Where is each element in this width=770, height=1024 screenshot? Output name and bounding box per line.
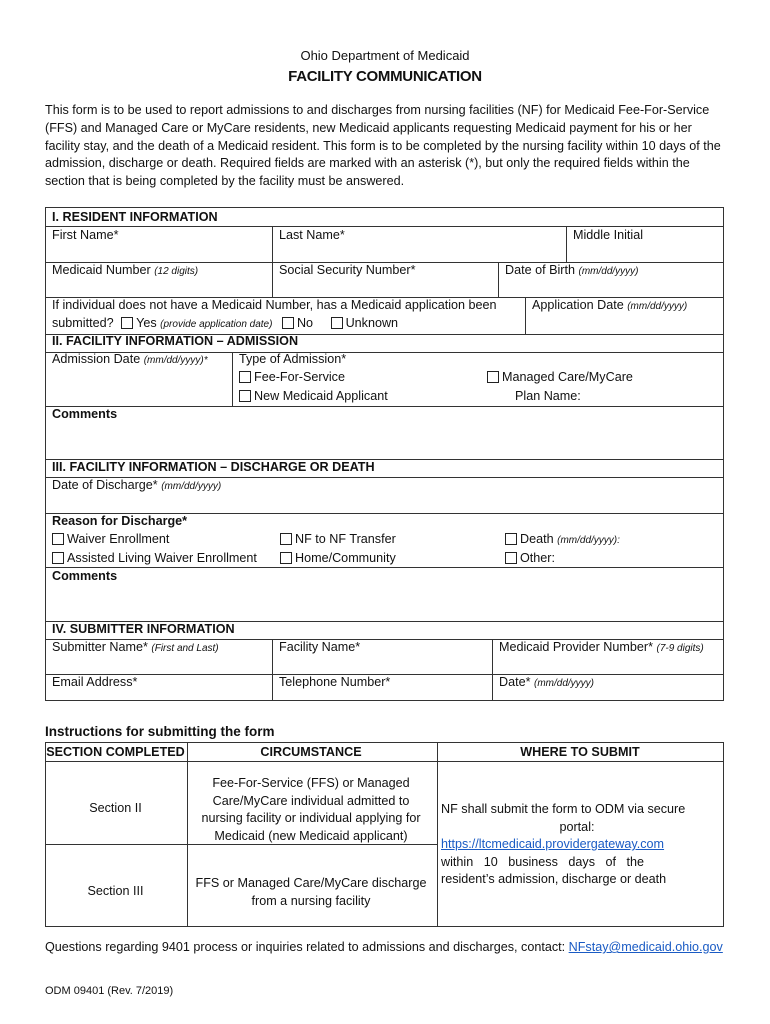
agency-name: Ohio Department of Medicaid bbox=[300, 48, 470, 63]
col-circumstance-header: CIRCUMSTANCE bbox=[260, 745, 362, 759]
submit-date-label: Date* bbox=[499, 675, 531, 689]
last-name-field[interactable]: Last Name* bbox=[279, 228, 345, 242]
submit-date-field[interactable] bbox=[499, 675, 594, 689]
new-applicant-option[interactable] bbox=[239, 389, 388, 403]
ffs-label: Fee-For-Service bbox=[254, 370, 345, 384]
death-label: Death bbox=[520, 532, 554, 546]
admission-date-field[interactable] bbox=[52, 352, 208, 366]
submitter-name-hint: (First and Last) bbox=[151, 643, 219, 654]
nf-transfer-label: NF to NF Transfer bbox=[295, 532, 396, 546]
portal-link[interactable]: https://ltcmedicaid.providergateway.com bbox=[441, 837, 665, 851]
application-submitted-label: submitted? bbox=[52, 316, 114, 330]
submitter-name-field[interactable] bbox=[52, 640, 219, 654]
unknown-label: Unknown bbox=[345, 316, 399, 330]
new-applicant-checkbox[interactable] bbox=[239, 390, 251, 402]
discharge-reason-label: Reason for Discharge* bbox=[52, 514, 188, 528]
no-label: No bbox=[296, 316, 314, 330]
form-title: FACILITY COMMUNICATION bbox=[288, 68, 482, 85]
col-section-header: SECTION COMPLETED bbox=[46, 745, 185, 759]
managed-care-checkbox[interactable] bbox=[487, 371, 499, 383]
yes-checkbox[interactable] bbox=[121, 317, 133, 329]
death-option[interactable] bbox=[505, 532, 620, 546]
death-checkbox[interactable] bbox=[505, 533, 517, 545]
row1-circ-line3: nursing facility or individual applying for bbox=[201, 811, 421, 825]
discharge-comments-label: Comments bbox=[52, 569, 118, 583]
provider-number-hint: (7-9 digits) bbox=[656, 643, 704, 654]
dob-field[interactable] bbox=[505, 263, 639, 277]
form-id: ODM 09401 (Rev. 7/2019) bbox=[45, 985, 174, 997]
assisted-living-checkbox[interactable] bbox=[52, 552, 64, 564]
row2-circumstance bbox=[186, 875, 436, 910]
section-3-heading: III. FACILITY INFORMATION – DISCHARGE OR DEATH bbox=[52, 460, 375, 474]
assisted-living-option[interactable] bbox=[52, 551, 257, 565]
yes-hint: (provide application date) bbox=[160, 319, 273, 330]
waiver-option[interactable] bbox=[52, 532, 169, 546]
row1-circ-line4: Medicaid (new Medicaid applicant) bbox=[214, 828, 408, 843]
submitter-name-label: Submitter Name* bbox=[52, 640, 148, 654]
admission-date-label: Admission Date bbox=[52, 352, 141, 366]
medicaid-number-field[interactable] bbox=[52, 263, 198, 277]
medicaid-number-label: Medicaid Number bbox=[52, 263, 151, 277]
new-applicant-label: New Medicaid Applicant bbox=[254, 389, 388, 403]
intro-paragraph: This form is to be used to report admissions to and discharges from nursing facilities (NF) for Medicaid Fee-For-Service (FFS) and Managed Care or MyCare residents, new Medicaid applicants requesting Medicaid payment for his or her facility stay, and the death of a Medicaid resident. This form is to be completed by the nursing facility within 10 days of the admission, discharge or death. Required fields are marked with an asterisk (*), but only the required fields within the section that is being completed by the facility must be answered. bbox=[45, 103, 721, 189]
other-label: Other: bbox=[520, 551, 555, 565]
ssn-field[interactable]: Social Security Number* bbox=[279, 263, 416, 277]
provider-number-label: Medicaid Provider Number* bbox=[499, 640, 653, 654]
section-2-heading: II. FACILITY INFORMATION – ADMISSION bbox=[52, 334, 299, 348]
death-hint: (mm/dd/yyyy): bbox=[557, 535, 620, 546]
discharge-date-field[interactable] bbox=[52, 478, 221, 492]
plan-name-field[interactable]: Plan Name: bbox=[515, 389, 581, 403]
home-community-label: Home/Community bbox=[295, 551, 396, 565]
unknown-checkbox[interactable] bbox=[331, 317, 343, 329]
where-line3: within 10 business days of the bbox=[441, 854, 645, 869]
contact-email-link[interactable]: NFstay@medicaid.ohio.gov bbox=[568, 940, 723, 954]
nf-transfer-option[interactable] bbox=[280, 532, 396, 546]
instructions-title: Instructions for submitting the form bbox=[45, 724, 275, 739]
row1-circ-line1: Fee-For-Service (FFS) or Managed bbox=[212, 776, 410, 790]
other-checkbox[interactable] bbox=[505, 552, 517, 564]
assisted-living-label: Assisted Living Waiver Enrollment bbox=[67, 551, 257, 565]
application-question-line1: If individual does not have a Medicaid Number, has a Medicaid application been bbox=[52, 298, 497, 312]
dob-label: Date of Birth bbox=[505, 263, 575, 277]
email-field[interactable]: Email Address* bbox=[52, 675, 138, 689]
application-date-hint: (mm/dd/yyyy) bbox=[627, 301, 688, 312]
no-checkbox[interactable] bbox=[282, 317, 294, 329]
middle-initial-field[interactable]: Middle Initial bbox=[573, 228, 643, 242]
where-line4: resident’s admission, discharge or death bbox=[441, 872, 667, 886]
row1-circ-line2: Care/MyCare individual admitted to bbox=[212, 793, 410, 808]
waiver-label: Waiver Enrollment bbox=[67, 532, 170, 546]
home-community-option[interactable] bbox=[280, 551, 396, 565]
dob-hint: (mm/dd/yyyy) bbox=[578, 266, 639, 277]
submit-date-hint: (mm/dd/yyyy) bbox=[534, 678, 595, 689]
first-name-field[interactable]: First Name* bbox=[52, 228, 119, 242]
questions-line bbox=[45, 940, 723, 954]
where-line1: NF shall submit the form to ODM via secure bbox=[441, 802, 686, 816]
other-option[interactable] bbox=[505, 551, 555, 565]
admission-comments-label: Comments bbox=[52, 407, 118, 421]
row2-section: Section III bbox=[87, 884, 144, 898]
home-community-checkbox[interactable] bbox=[280, 552, 292, 564]
telephone-field[interactable]: Telephone Number* bbox=[279, 675, 391, 689]
discharge-date-hint: (mm/dd/yyyy) bbox=[161, 481, 222, 492]
section-1-heading: I. RESIDENT INFORMATION bbox=[52, 210, 218, 224]
admission-type-label: Type of Admission* bbox=[239, 352, 347, 366]
managed-care-label: Managed Care/MyCare bbox=[502, 370, 633, 384]
waiver-checkbox[interactable] bbox=[52, 533, 64, 545]
managed-care-option[interactable] bbox=[487, 370, 633, 384]
application-date-label: Application Date bbox=[532, 298, 624, 312]
section-4-heading: IV. SUBMITTER INFORMATION bbox=[52, 622, 235, 636]
col-where-header: WHERE TO SUBMIT bbox=[520, 745, 640, 759]
discharge-date-label: Date of Discharge* bbox=[52, 478, 158, 492]
where-line2: portal: bbox=[559, 819, 595, 834]
yes-label: Yes bbox=[136, 316, 157, 330]
ffs-option[interactable] bbox=[239, 370, 345, 384]
row2-circ-line2: from a nursing facility bbox=[251, 893, 371, 908]
row1-section: Section II bbox=[89, 801, 142, 815]
nf-transfer-checkbox[interactable] bbox=[280, 533, 292, 545]
application-date-field[interactable] bbox=[532, 298, 687, 312]
admission-date-hint: (mm/dd/yyyy)* bbox=[143, 355, 208, 366]
where-to-submit bbox=[441, 801, 713, 889]
medicaid-number-hint: (12 digits) bbox=[154, 266, 199, 277]
row1-circumstance bbox=[186, 775, 436, 845]
facility-name-field[interactable]: Facility Name* bbox=[279, 640, 361, 654]
application-question-line2 bbox=[52, 316, 398, 330]
row2-circ-line1: FFS or Managed Care/MyCare discharge bbox=[195, 876, 427, 890]
provider-number-field[interactable] bbox=[499, 640, 704, 654]
ffs-checkbox[interactable] bbox=[239, 371, 251, 383]
questions-text: Questions regarding 9401 process or inquiries related to admissions and discharges, contact: bbox=[45, 940, 566, 954]
